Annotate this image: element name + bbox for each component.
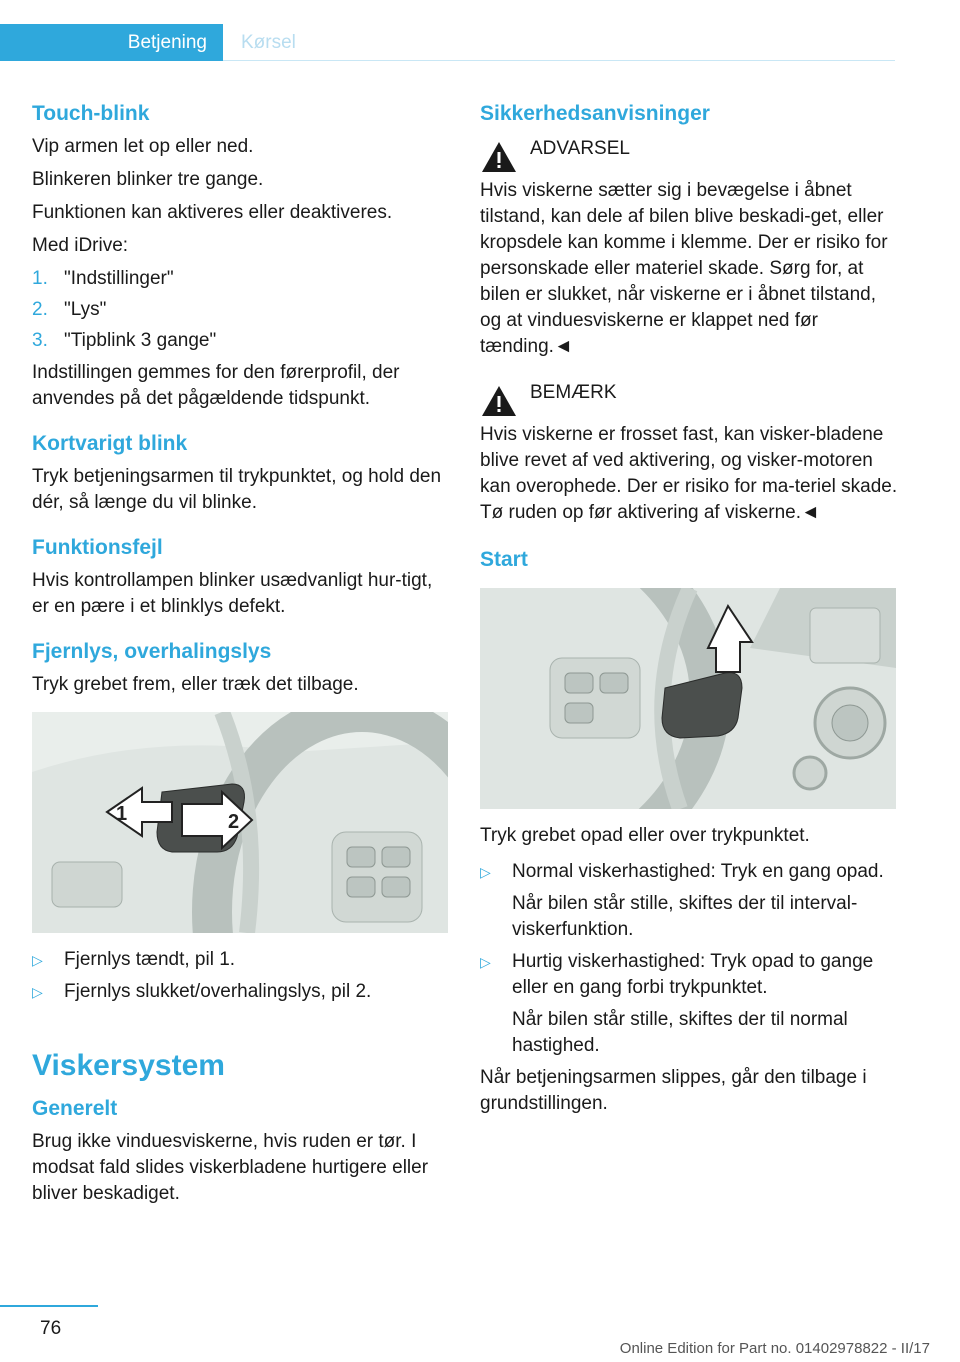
note-head: BEMÆRK bbox=[530, 382, 617, 403]
short-blink-title: Kortvarigt blink bbox=[32, 432, 188, 455]
warning-triangle-icon bbox=[480, 140, 518, 174]
page-number: 76 bbox=[40, 1318, 62, 1339]
list-item: ▷ Hurtig viskerhastighed: Tryk opad to gange eller en gang forbi trykpunktet. Når bilen står stille, skiftes der til normal hastighed. bbox=[480, 949, 898, 1059]
high-beam-bullets bbox=[32, 947, 450, 1005]
wiper-title: Viskersystem bbox=[32, 1049, 225, 1082]
list-item: ▷ Fjernlys slukket/overhalingslys, pil 2. bbox=[32, 979, 450, 1005]
edition-note: Online Edition for Part no. 01402978822 - II/17 bbox=[619, 1340, 930, 1357]
touch-blink-p5: Indstillingen gemmes for den førerprofil, der anvendes på det pågældende tidspunkt. bbox=[32, 362, 400, 409]
wiper-general-text: Brug ikke vinduesviskerne, hvis ruden er tør. I modsat fald slides viskerbladene hurtigere eller bliver beskadiget. bbox=[32, 1131, 429, 1204]
wiper-general-title: Generelt bbox=[32, 1097, 118, 1120]
short-blink-text: Tryk betjeningsarmen til trykpunktet, og hold den dér, så længe du vil blinke. bbox=[32, 466, 442, 513]
triangle-bullet-icon: ▷ bbox=[32, 952, 43, 968]
triangle-bullet-icon: ▷ bbox=[480, 954, 491, 970]
touch-blink-p3: Funktionen kan aktiveres eller deaktiveres. bbox=[32, 202, 393, 223]
triangle-bullet-icon: ▷ bbox=[32, 984, 43, 1000]
note-block bbox=[480, 380, 898, 418]
touch-blink-p4: Med iDrive: bbox=[32, 235, 129, 256]
warning-block bbox=[480, 136, 898, 174]
touch-blink-p2: Blinkeren blinker tre gange. bbox=[32, 169, 264, 190]
high-beam-text: Tryk grebet frem, eller træk det tilbage. bbox=[32, 674, 359, 695]
left-column bbox=[32, 100, 450, 1214]
list-item: 1. "Indstillinger" bbox=[32, 268, 174, 289]
tab-korsel[interactable]: Kørsel bbox=[241, 32, 296, 53]
right-column bbox=[480, 100, 898, 1124]
triangle-bullet-icon: ▷ bbox=[480, 864, 491, 880]
note-text: Hvis viskerne er frosset fast, kan visker-bladene blive revet af ved aktivering, og visker-motoren kan overophede. Der er risiko for ma-teriel skade. Tø ruden op før aktivering af viskerne.◄ bbox=[480, 424, 898, 523]
fault-text: Hvis kontrollampen blinker usædvanligt hur-tigt, er en pære i et blinklys defekt. bbox=[32, 570, 433, 617]
touch-blink-p1: Vip armen let op eller ned. bbox=[32, 136, 254, 157]
header-rule bbox=[223, 60, 895, 61]
start-outro: Når betjeningsarmen slippes, går den tilbage i grundstillingen. bbox=[480, 1067, 867, 1114]
warning-triangle-icon bbox=[480, 384, 518, 418]
arrow-1-label: 1 bbox=[116, 803, 128, 825]
wiper-stalk-figure bbox=[480, 588, 896, 809]
header-tabs bbox=[0, 24, 895, 61]
tab-betjening[interactable]: Betjening bbox=[0, 24, 223, 61]
warning-text: Hvis viskerne sætter sig i bevægelse i åbnet tilstand, kan dele af bilen blive beskadi-get, eller kropsdele kan komme i klemme. Der er risiko for personskade eller materiel skade. Sørg for, at bilen er slukket, når viskerne er i åbnet tilstand, og at vinduesviskerne er klappet ned før tænding.◄ bbox=[480, 180, 888, 357]
steering-stalk-illustration bbox=[32, 712, 448, 933]
list-item: 2. "Lys" bbox=[32, 299, 107, 320]
footer-rule bbox=[0, 1305, 98, 1307]
warning-head: ADVARSEL bbox=[530, 138, 630, 159]
safety-title: Sikkerhedsanvisninger bbox=[480, 102, 710, 125]
arrow-2-label: 2 bbox=[228, 811, 240, 833]
wiper-stalk-illustration bbox=[480, 588, 896, 809]
list-item: ▷ Normal viskerhastighed: Tryk en gang opad. Når bilen står stille, skiftes der til interval-viskerfunktion. bbox=[480, 859, 898, 943]
idrive-steps bbox=[32, 266, 450, 354]
list-item: ▷ Fjernlys tændt, pil 1. bbox=[32, 947, 450, 973]
start-title: Start bbox=[480, 548, 528, 571]
high-beam-figure bbox=[32, 712, 448, 933]
start-intro: Tryk grebet opad eller over trykpunktet. bbox=[480, 825, 810, 846]
list-item: 3. "Tipblink 3 gange" bbox=[32, 330, 217, 351]
start-bullets bbox=[480, 859, 898, 1059]
touch-blink-title: Touch-blink bbox=[32, 102, 150, 125]
fault-title: Funktionsfejl bbox=[32, 536, 163, 559]
high-beam-title: Fjernlys, overhalingslys bbox=[32, 640, 272, 663]
